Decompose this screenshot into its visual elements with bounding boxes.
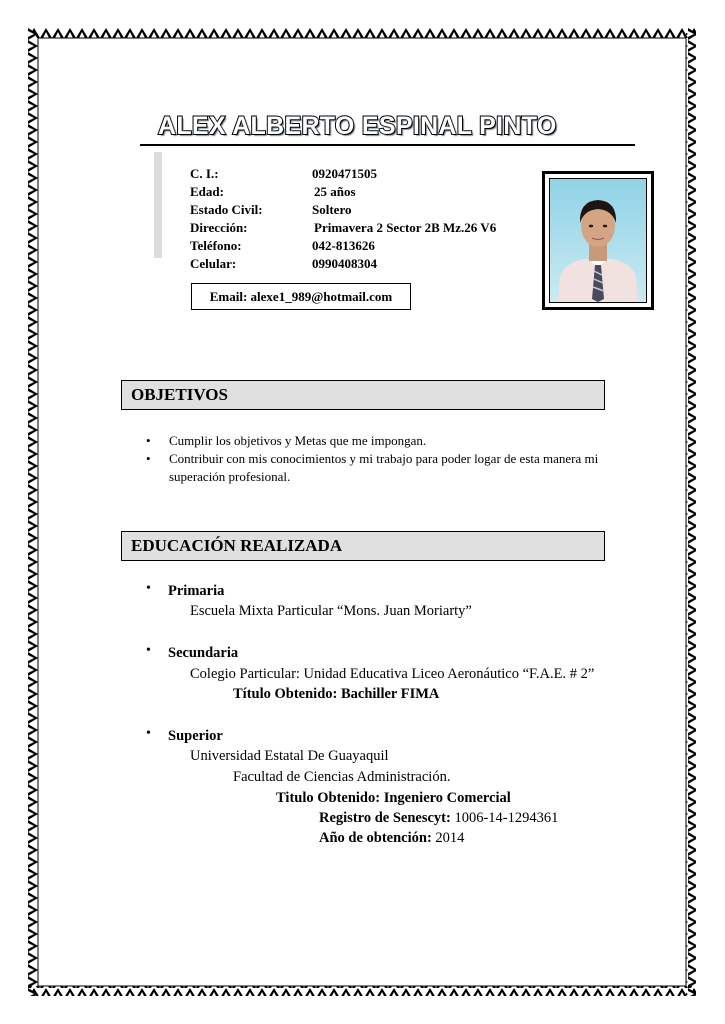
info-label: Edad: (190, 184, 224, 199)
info-label: C. I.: (190, 166, 219, 181)
info-label: Estado Civil: (190, 202, 263, 217)
educacion-header: EDUCACIÓN REALIZADA (121, 531, 605, 561)
bullet-icon: • (146, 726, 151, 741)
bullet-icon: • (146, 581, 151, 596)
info-row-celular (190, 255, 496, 273)
secundaria-titulo: Título Obtenido: Bachiller FIMA (233, 686, 440, 702)
info-row-estado-civil (190, 201, 496, 219)
name-underline (140, 144, 635, 146)
objetivos-header: OBJETIVOS (121, 380, 605, 410)
anio-value: 2014 (431, 830, 465, 846)
info-row-edad (190, 183, 496, 201)
primaria-heading: Primaria (168, 583, 225, 599)
personal-info (190, 165, 496, 273)
photo-image (549, 178, 647, 303)
list-item: • Cumplir los objetivos y Metas que me impongan. (146, 432, 626, 450)
info-row-direccion (190, 219, 496, 237)
registro-senescyt (319, 808, 558, 828)
info-value: 0920471505 (312, 166, 377, 181)
anio-obtencion (319, 828, 464, 848)
portrait-graphic (550, 179, 646, 302)
primaria-school: Escuela Mixta Particular “Mons. Juan Moriarty” (190, 603, 472, 619)
info-value: 25 años (314, 184, 356, 199)
info-row-ci (190, 165, 496, 183)
info-label: Celular: (190, 256, 237, 271)
info-value: Primavera 2 Sector 2B Mz.26 V6 (314, 220, 497, 235)
superior-heading: Superior (168, 728, 223, 744)
info-value: Soltero (312, 202, 352, 217)
info-value: 0990408304 (312, 256, 377, 271)
anio-label: Año de obtención: (319, 830, 432, 846)
secundaria-school: Colegio Particular: Unidad Educativa Liceo Aeronáutico “F.A.E. # 2” (190, 666, 595, 682)
info-label: Dirección: (190, 220, 248, 235)
accent-bar (154, 152, 162, 258)
candidate-name: ALEX ALBERTO ESPINAL PINTO (158, 112, 557, 140)
email-box: Email: alexe1_989@hotmail.com (191, 283, 411, 310)
info-value: 042-813626 (312, 238, 375, 253)
registro-value: 1006-14-1294361 (450, 810, 559, 826)
list-item: • Contribuir con mis conocimientos y mi trabajo para poder logar de esta manera mi superación profesional. (146, 450, 626, 486)
secundaria-heading: Secundaria (168, 645, 239, 661)
superior-faculty: Facultad de Ciencias Administración. (233, 769, 451, 785)
info-row-telefono (190, 237, 496, 255)
objetivos-list (146, 432, 626, 486)
bullet-icon: • (146, 643, 151, 658)
info-label: Teléfono: (190, 238, 242, 253)
profile-photo (542, 171, 654, 310)
registro-label: Registro de Senescyt: (319, 810, 451, 826)
superior-school: Universidad Estatal De Guayaquil (190, 748, 389, 764)
superior-titulo: Titulo Obtenido: Ingeniero Comercial (276, 790, 511, 806)
